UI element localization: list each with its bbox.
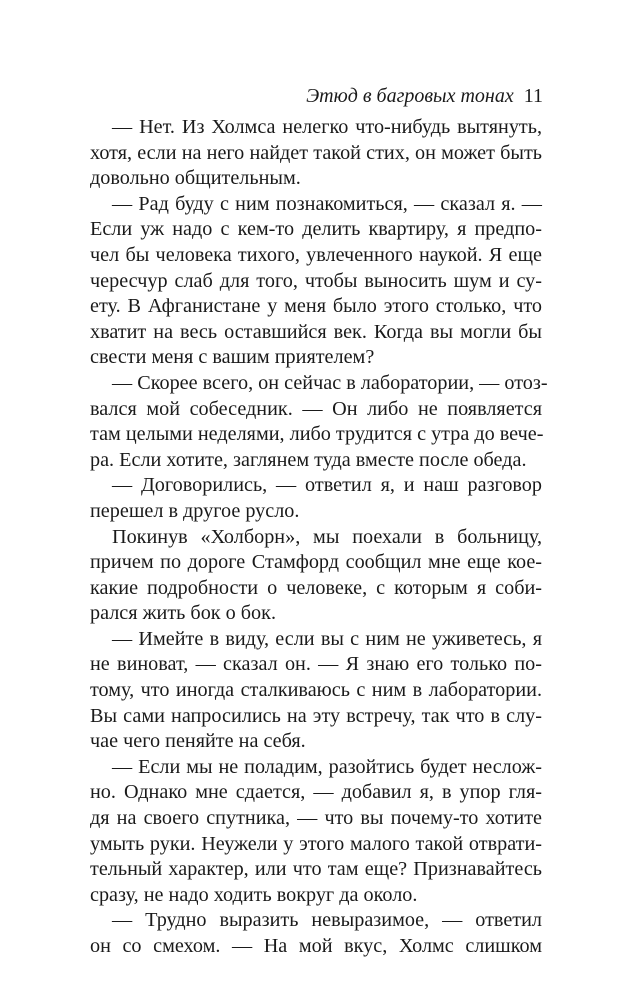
text-line: хотя, если на него найдет такой стих, он может быть — [90, 141, 542, 164]
running-head-title: Этюд в багровых тонах — [306, 85, 514, 107]
text-line: он со смехом. — На мой вкус, Холмс слишком — [90, 935, 542, 957]
text-line: рался жить бок о бок. — [90, 602, 277, 625]
text-line: Покинув «Холборн», мы поехали в больницу, — [112, 525, 542, 548]
running-head — [306, 84, 543, 108]
text-line: Если уж надо с кем-то делить квартиру, я предпо- — [90, 218, 542, 241]
text-line: Вы сами напросились на эту встречу, так что в слу- — [90, 704, 542, 727]
text-line: свести меня с вашим приятелем? — [90, 346, 375, 369]
text-line: вался мой собеседник. — Он либо не появляется — [90, 397, 542, 420]
text-line: — Скорее всего, он сейчас в лаборатории, — отоз- — [112, 371, 548, 394]
text-line: но. Однако мне сдается, — добавил я, в упор гля- — [90, 781, 542, 804]
text-line: дя на своего спутника, — что вы почему-то хотите — [90, 807, 542, 830]
text-line: чае чего пеняйте на себя. — [90, 730, 306, 753]
text-line: ету. В Афганистане у меня было этого столько, что — [90, 295, 542, 318]
text-line: чел бы человека тихого, увлеченного наукой. Я еще — [90, 243, 542, 266]
text-line: — Если мы не поладим, разойтись будет неслож- — [112, 755, 542, 778]
text-line: — Имейте в виду, если вы с ним не уживетесь, я — [112, 627, 542, 650]
text-line: чересчур слаб для того, чтобы выносить шум и су- — [90, 269, 542, 292]
text-line: причем по дороге Стамфорд сообщил мне еще кое- — [90, 551, 542, 574]
text-line: не виноват, — сказал он. — Я знаю его только по- — [90, 653, 542, 676]
text-line: хватит на весь оставшийся век. Когда вы могли бы — [90, 320, 542, 343]
text-line: довольно общительным. — [90, 167, 301, 190]
text-line: — Рад буду с ним познакомиться, — сказал я. — — [112, 192, 542, 215]
text-line: сразу, не надо ходить вокруг да около. — [90, 883, 418, 906]
page-number: 11 — [523, 85, 543, 107]
text-line: — Трудно выразить невыразимое, — ответил — [112, 909, 542, 932]
text-line: умыть руки. Неужели у этого малого такой отврати- — [90, 832, 542, 855]
text-line: тельный характер, или что там еще? Признавайтесь — [90, 858, 542, 881]
body-text — [90, 115, 548, 960]
text-line: ра. Если хотите, заглянем туда вместе после обеда. — [90, 448, 527, 471]
text-line: тому, что иногда сталкиваюсь с ним в лаборатории. — [90, 679, 542, 702]
text-line: перешел в другое русло. — [90, 499, 300, 522]
text-line: — Договорились, — ответил я, и наш разговор — [112, 474, 542, 497]
text-line: какие подробности о человеке, с которым я соби- — [90, 576, 542, 599]
text-line: — Нет. Из Холмса нелегко что-нибудь вытянуть, — [112, 116, 542, 138]
text-line: там целыми неделями, либо трудится с утра до вече- — [90, 423, 544, 446]
